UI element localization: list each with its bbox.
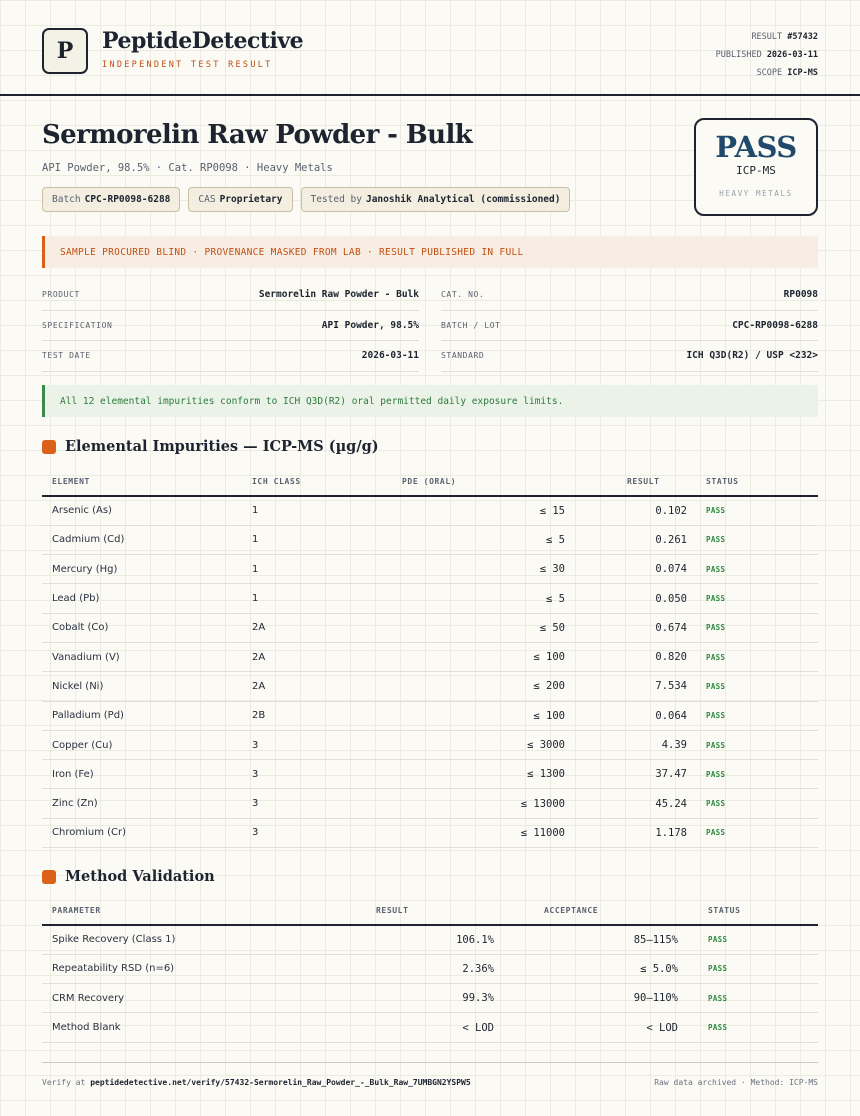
scope-value: ICP-MS: [787, 68, 818, 78]
verdict-stamp: [694, 118, 818, 216]
table-row: [42, 984, 818, 1013]
info-key: CAT. NO.: [441, 290, 485, 300]
col-acceptance: ACCEPTANCE: [504, 896, 688, 925]
info-batch-lot: [441, 311, 818, 342]
info-cat-no: [441, 280, 818, 311]
validation-heading: [42, 868, 215, 885]
result-value: 0.261: [575, 525, 697, 554]
element-name: Copper (Cu): [42, 730, 242, 759]
verdict-text: PASS: [715, 130, 797, 164]
chip-label: CAS: [198, 194, 216, 205]
table-row: [42, 496, 818, 525]
ich-class: 3: [242, 789, 367, 818]
table-header-row: [42, 896, 818, 925]
status-badge: PASS: [697, 642, 818, 671]
status-badge: PASS: [697, 818, 818, 847]
info-value: ICH Q3D(R2) / USP <232>: [686, 350, 818, 362]
info-grid: [42, 280, 818, 372]
table-row: [42, 818, 818, 847]
result-meta: [716, 28, 818, 82]
element-name: Nickel (Ni): [42, 672, 242, 701]
verify-line: [42, 1078, 471, 1087]
result-value: 0.674: [575, 613, 697, 642]
published-date: 2026-03-11: [766, 50, 818, 60]
conformance-note: All 12 elemental impurities conform to ICH Q3D(R2) oral permitted daily exposure limits.: [42, 385, 818, 417]
result-value: 7.534: [575, 672, 697, 701]
status-badge: PASS: [697, 730, 818, 759]
acceptance-range: 90–110%: [504, 984, 688, 1013]
validation-table: [42, 896, 818, 1043]
info-test-date: [42, 341, 419, 372]
pde-limit: ≤ 100: [367, 701, 575, 730]
status-badge: PASS: [697, 701, 818, 730]
scope-label: SCOPE: [756, 68, 783, 78]
info-value: CPC-RP0098-6288: [732, 319, 818, 331]
report-header: [0, 0, 860, 96]
ich-class: 1: [242, 555, 367, 584]
product-subtitle: API Powder, 98.5% · Cat. RP0098 · Heavy Metals: [42, 162, 333, 174]
element-name: Zinc (Zn): [42, 789, 242, 818]
result-value: 45.24: [575, 789, 697, 818]
acceptance-range: < LOD: [504, 1013, 688, 1042]
ich-class: 1: [242, 496, 367, 525]
table-row: [42, 1013, 818, 1042]
pde-limit: ≤ 13000: [367, 789, 575, 818]
pde-limit: ≤ 5: [367, 584, 575, 613]
published-label: PUBLISHED: [715, 50, 762, 60]
status-badge: PASS: [697, 584, 818, 613]
result-value: 4.39: [575, 730, 697, 759]
status-badge: PASS: [697, 555, 818, 584]
status-badge: PASS: [697, 760, 818, 789]
pde-limit: ≤ 100: [367, 642, 575, 671]
result-value: 1.178: [575, 818, 697, 847]
pde-limit: ≤ 11000: [367, 818, 575, 847]
ich-class: 3: [242, 730, 367, 759]
parameter-name: Method Blank: [42, 1013, 312, 1042]
brand-logo: P: [42, 28, 88, 74]
info-key: STANDARD: [441, 351, 485, 361]
table-row: [42, 760, 818, 789]
tested-by-chip: [301, 187, 571, 212]
result-value: 0.050: [575, 584, 697, 613]
pde-limit: ≤ 50: [367, 613, 575, 642]
report-footer: [42, 1062, 818, 1102]
element-name: Arsenic (As): [42, 496, 242, 525]
chip-label: Batch: [52, 194, 81, 205]
validation-title: Method Validation: [65, 868, 215, 885]
procurement-banner: SAMPLE PROCURED BLIND · PROVENANCE MASKED FROM LAB · RESULT PUBLISHED IN FULL: [42, 236, 818, 268]
chip-value: CPC-RP0098-6288: [84, 194, 171, 205]
pde-limit: ≤ 200: [367, 672, 575, 701]
ich-class: 2B: [242, 701, 367, 730]
ich-class: 3: [242, 760, 367, 789]
table-row: [42, 642, 818, 671]
result-value: 106.1%: [312, 925, 504, 954]
info-value: Sermorelin Raw Powder - Bulk: [258, 289, 419, 301]
pde-limit: ≤ 1300: [367, 760, 575, 789]
table-row: [42, 525, 818, 554]
result-value: < LOD: [312, 1013, 504, 1042]
ich-class: 1: [242, 584, 367, 613]
parameter-name: CRM Recovery: [42, 984, 312, 1013]
pde-limit: ≤ 30: [367, 555, 575, 584]
acceptance-range: ≤ 5.0%: [504, 954, 688, 983]
impurities-table: [42, 467, 818, 848]
status-badge: PASS: [688, 954, 818, 983]
result-value: 0.102: [575, 496, 697, 525]
ich-class: 1: [242, 525, 367, 554]
brand-name: PeptideDetective: [102, 28, 304, 54]
col-pde: PDE (ORAL): [367, 467, 575, 496]
acceptance-range: 85–115%: [504, 925, 688, 954]
info-specification: [42, 311, 419, 342]
archive-note: Raw data archived · Method: ICP-MS: [654, 1078, 818, 1087]
chip-label: Tested by: [310, 194, 362, 205]
col-element: ELEMENT: [42, 467, 242, 496]
element-name: Vanadium (V): [42, 642, 242, 671]
status-badge: PASS: [688, 984, 818, 1013]
element-name: Palladium (Pd): [42, 701, 242, 730]
product-chips: [42, 187, 570, 212]
result-label: RESULT: [751, 32, 783, 42]
info-key: TEST DATE: [42, 351, 91, 361]
result-value: 0.074: [575, 555, 697, 584]
product-title: Sermorelin Raw Powder - Bulk: [42, 120, 473, 150]
col-result: RESULT: [575, 467, 697, 496]
result-value: 0.820: [575, 642, 697, 671]
table-row: [42, 672, 818, 701]
element-name: Chromium (Cr): [42, 818, 242, 847]
col-parameter: PARAMETER: [42, 896, 312, 925]
element-name: Lead (Pb): [42, 584, 242, 613]
table-row: [42, 954, 818, 983]
table-row: [42, 730, 818, 759]
col-status: STATUS: [697, 467, 818, 496]
verify-label: Verify at: [42, 1078, 86, 1087]
info-value: 2026-03-11: [361, 350, 419, 362]
info-key: PRODUCT: [42, 290, 80, 300]
col-result: RESULT: [312, 896, 504, 925]
result-value: 0.064: [575, 701, 697, 730]
verdict-category: HEAVY METALS: [719, 189, 793, 198]
result-id: #57432: [787, 32, 818, 42]
ich-class: 2A: [242, 672, 367, 701]
element-name: Cobalt (Co): [42, 613, 242, 642]
section-marker-icon: [42, 440, 56, 454]
chip-value: Janoshik Analytical (commissioned): [365, 194, 561, 205]
parameter-name: Spike Recovery (Class 1): [42, 925, 312, 954]
col-ich-class: ICH CLASS: [242, 467, 367, 496]
info-value: API Powder, 98.5%: [321, 319, 419, 331]
status-badge: PASS: [697, 672, 818, 701]
info-key: SPECIFICATION: [42, 320, 113, 330]
cas-chip: [188, 187, 292, 212]
batch-chip: [42, 187, 180, 212]
status-badge: PASS: [697, 613, 818, 642]
table-row: [42, 789, 818, 818]
status-badge: PASS: [688, 1013, 818, 1042]
ich-class: 2A: [242, 642, 367, 671]
parameter-name: Repeatability RSD (n=6): [42, 954, 312, 983]
verify-link[interactable]: peptidedetective.net/verify/57432-Sermorelin_Raw_Powder_-_Bulk_Raw_7UMBGN2YSPW5: [90, 1078, 471, 1087]
status-badge: PASS: [697, 789, 818, 818]
chip-value: Proprietary: [219, 194, 283, 205]
ich-class: 2A: [242, 613, 367, 642]
element-name: Iron (Fe): [42, 760, 242, 789]
ich-class: 3: [242, 818, 367, 847]
info-standard: [441, 341, 818, 372]
col-status: STATUS: [688, 896, 818, 925]
table-row: [42, 701, 818, 730]
info-value: RP0098: [783, 289, 818, 301]
pde-limit: ≤ 15: [367, 496, 575, 525]
table-row: [42, 584, 818, 613]
result-value: 37.47: [575, 760, 697, 789]
brand-tagline: INDEPENDENT TEST RESULT: [102, 60, 273, 70]
element-name: Cadmium (Cd): [42, 525, 242, 554]
result-value: 99.3%: [312, 984, 504, 1013]
pde-limit: ≤ 3000: [367, 730, 575, 759]
info-key: BATCH / LOT: [441, 320, 501, 330]
verdict-method: ICP-MS: [736, 164, 776, 177]
table-header-row: [42, 467, 818, 496]
table-row: [42, 613, 818, 642]
status-badge: PASS: [688, 925, 818, 954]
table-row: [42, 925, 818, 954]
status-badge: PASS: [697, 525, 818, 554]
result-value: 2.36%: [312, 954, 504, 983]
info-product: [42, 280, 419, 311]
table-row: [42, 555, 818, 584]
pde-limit: ≤ 5: [367, 525, 575, 554]
status-badge: PASS: [697, 496, 818, 525]
section-marker-icon: [42, 870, 56, 884]
impurities-heading: [42, 438, 379, 455]
element-name: Mercury (Hg): [42, 555, 242, 584]
impurities-title: Elemental Impurities — ICP-MS (µg/g): [65, 438, 379, 455]
